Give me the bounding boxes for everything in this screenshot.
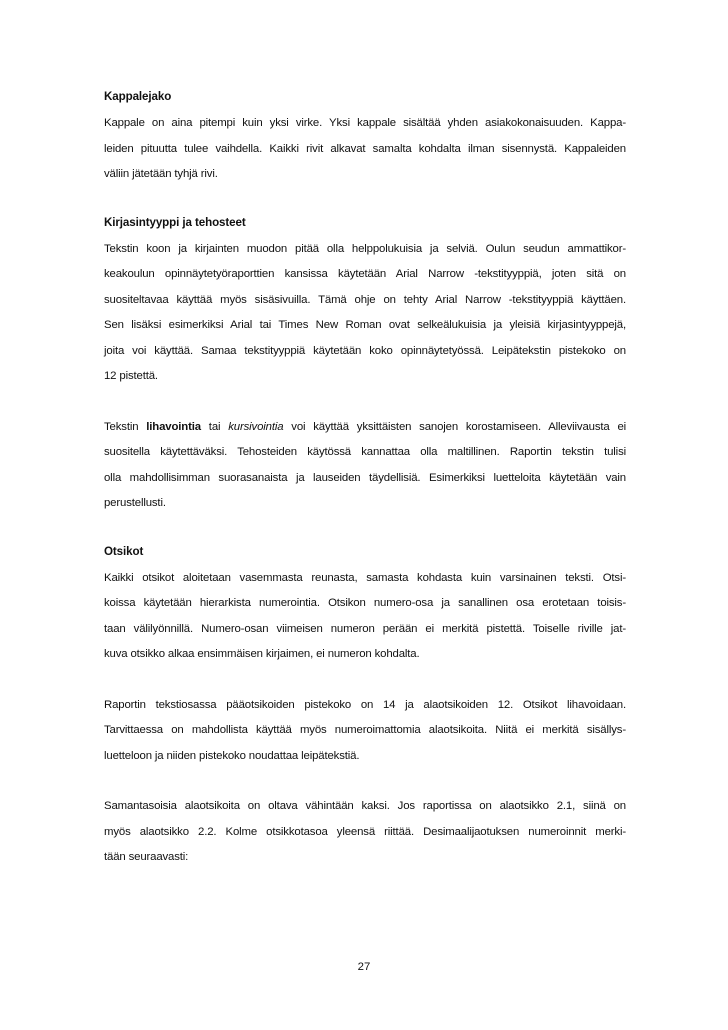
italic-example: kursivointia [228, 420, 284, 433]
document-page [104, 87, 626, 871]
paragraph-line-emphasis [104, 415, 626, 441]
paragraph-line: joita voi käyttää. Samaa tekstityyppiä käytetään koko opinnäytetyössä. Leipätekstin pistekoko on [104, 344, 626, 357]
text-span: Tekstin [104, 420, 147, 433]
paragraph-line: suositeltavaa käyttää myös sisäsivuilla. Tämä ohje on tehty Arial Narrow -tekstityyppiä käyttäen. [104, 293, 626, 306]
heading-kirjasintyyppi: Kirjasintyyppi ja tehosteet [104, 215, 246, 229]
paragraph-line: Samantasoisia alaotsikoita on oltava vähintään kaksi. Jos raportissa on alaotsikko 2.1, siinä on [104, 800, 626, 812]
paragraph-line: Raportin tekstiosassa pääotsikoiden pistekoko on 14 ja alaotsikoiden 12. Otsikot lihavoidaan. [104, 698, 626, 711]
paragraph-line: keakoulun opinnäytetyöraporttien kansissa käytetään Arial Narrow -tekstityyppiä, joten sitä on [104, 268, 626, 280]
paragraph-line: väliin jätetään tyhjä rivi. [104, 168, 218, 180]
paragraph-line: koissa käytetään hierarkista numerointia. Otsikon numero-osa ja sanallinen osa erotetaan toisis- [104, 597, 626, 609]
paragraph-line: myös alaotsikko 2.2. Kolme otsikkotasoa yleensä riittää. Desimaalijaotuksen numeroinnit merki- [104, 825, 626, 838]
paragraph-line: kuva otsikko alkaa ensimmäisen kirjaimen, ei numeron kohdalta. [104, 648, 420, 660]
paragraph-line: olla mahdollisimman suorasanaista ja lauseiden täydellisiä. Esimerkiksi luetteloita käytetään vain [104, 471, 626, 484]
paragraph-line: tään seuraavasti: [104, 851, 189, 863]
paragraph-line: Sen lisäksi esimerkiksi Arial tai Times New Roman ovat selkeälukuisia ja yleisiä kirjasintyyppejä, [104, 319, 626, 331]
page-number: 27 [357, 961, 371, 973]
paragraph-line: taan välilyönnillä. Numero-osan viimeisen numeron perään ei merkitä pistettä. Toiselle riville jat- [104, 622, 626, 635]
text-span: tai [200, 420, 229, 433]
heading-otsikot: Otsikot [104, 544, 144, 558]
paragraph-line: Tekstin koon ja kirjainten muodon pitää olla helppolukuisia ja selviä. Oulun seudun ammattikor- [104, 242, 626, 255]
paragraph-line: perustellusti. [104, 497, 166, 509]
paragraph-line: luetteloon ja niiden pistekoko noudattaa leipätekstiä. [104, 749, 360, 762]
heading-kappalejako: Kappalejako [104, 90, 172, 103]
paragraph-line: leiden pituutta tulee vaihdella. Kaikki rivit alkavat samalta kohdalta ilman sisennystä. Kappaleiden [104, 142, 626, 155]
paragraph-line: Tarvittaessa on mahdollista käyttää myös numeroimattomia alaotsikoita. Niitä ei merkitä sisällys- [104, 724, 626, 736]
paragraph-line: Kaikki otsikot aloitetaan vasemmasta reunasta, samasta kohdasta kuin varsinainen teksti. Otsi- [104, 571, 626, 584]
paragraph-line: suositella käytettäväksi. Tehosteiden käytössä kannattaa olla maltillinen. Raportin tekstin tulisi [104, 446, 626, 458]
text-span: voi käyttää yksittäisten sanojen korostamiseen. Alleviivausta ei [283, 420, 627, 433]
paragraph-line: Kappale on aina pitempi kuin yksi virke. Yksi kappale sisältää yhden asiakokonaisuuden. Kappa- [104, 117, 626, 129]
paragraph-line: 12 pistettä. [104, 370, 158, 382]
bold-example: lihavointia [146, 420, 201, 433]
